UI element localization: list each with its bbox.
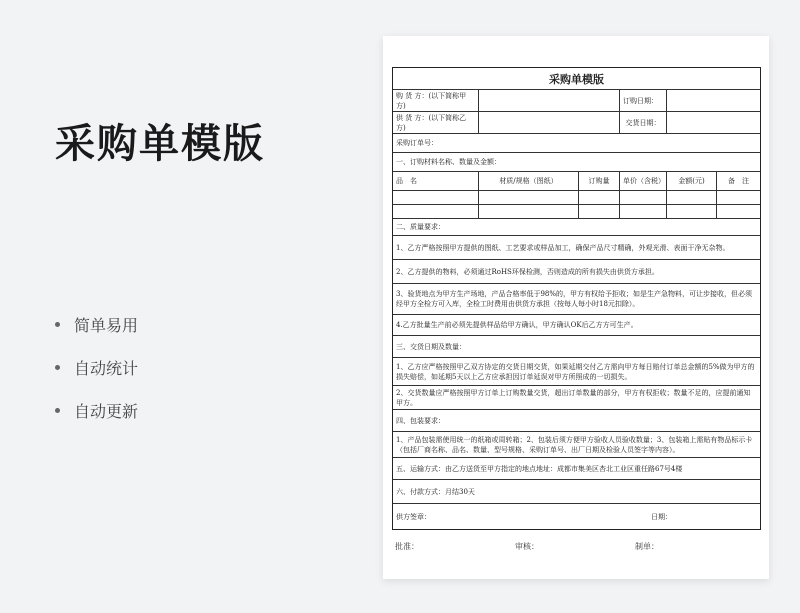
feature-item [55,400,138,420]
buyer-label: 购 货 方：(以下简称甲方) [396,91,467,110]
table-cell[interactable] [619,191,666,204]
table-row [393,190,760,204]
promo-panel [0,0,380,613]
purchase-order-form [392,67,761,530]
document-preview [383,36,769,579]
quality-item: 3、验货地点为甲方生产场地，产品合格率低于98%的，甲方有权给予拒收；如是生产急物料，可让步接收，但必须经甲方全检方可入库，全检工时费用由供货方承担（按每人每小时18元扣除）。 [393,283,760,314]
table-cell[interactable] [619,205,666,218]
prepared-label: 制单： [635,542,659,551]
col-spec: 材质/规格（图纸） [478,172,578,190]
delivery-date-value[interactable] [666,112,760,133]
buyer-row [393,89,760,111]
approval-footer [395,541,755,552]
date-label: 日期： [651,512,672,521]
quality-item: 2、乙方提供的物料，必须通过RoHS环保检测，否则造成的所有损失由供货方承担。 [393,259,760,283]
section-payment: 六、付款方式：月结30天 [393,479,760,503]
table-cell[interactable] [578,191,619,204]
supplier-row [393,111,760,133]
feature-label: 自动统计 [74,358,139,378]
items-table-header [393,171,760,190]
col-price: 单价（含税） [619,172,666,190]
order-date-value[interactable] [666,90,760,111]
col-name: 品 名 [396,177,417,185]
quality-item: 4.乙方批量生产前必须先提供样品给甲方确认，甲方确认OK后乙方方可生产。 [393,314,760,335]
bullet-icon [55,322,60,327]
section-transport: 五、运输方式：由乙方送货至甲方指定的地点地址：成都市集美区杏北工业区重任路67号4楼 [393,457,760,479]
col-remark: 备 注 [716,172,760,190]
feature-item [55,357,138,377]
table-cell[interactable] [666,191,716,204]
section-packing: 四、包装要求： [393,409,760,431]
table-cell[interactable] [478,191,578,204]
feature-label: 简单易用 [74,315,139,335]
delivery-item: 2、交货数量应严格按照甲方订单上订购数量交货，超出订单数量的部分，甲方有权拒收；数量不足的，应提前通知甲方。 [393,385,760,409]
signature-row [393,503,760,529]
order-date-label: 订购日期： [619,90,666,111]
delivery-item: 1、乙方应严格按照甲乙双方协定的交货日期交货，如果延期交付乙方需向甲方每日赔付订单总金额的5%做为甲方的损失赔偿，如延期5天以上乙方应承担因订单延误对甲方所照成的一切损失。 [393,357,760,385]
section-quality: 二、质量要求： [393,218,760,235]
approve-label: 批准： [395,542,419,551]
packing-item: 1、产品包装需使用统一的纸箱或周转箱；2、包装后须方便甲方验收人员验收数量；3、包装箱上需贴有物品标示卡（包括厂商名称、品名、数量、型号规格、采购订单号、出厂日期及检验人员签字等内容）。 [393,431,760,457]
table-cell[interactable] [716,191,760,204]
table-row [393,204,760,218]
delivery-date-label: 交货日期： [619,112,666,133]
quality-item: 1、乙方严格按照甲方提供的图纸、工艺要求或样品加工，确保产品尺寸精确，外观光滑、表面干净无杂物。 [393,235,760,259]
table-cell[interactable] [393,205,478,218]
supplier-sign-label: 供方签章： [396,512,431,521]
table-cell[interactable] [716,205,760,218]
section-materials [393,152,760,171]
feature-label: 自动更新 [74,401,139,421]
feature-item [55,314,138,334]
review-label: 审核： [515,542,539,551]
order-no-row [393,133,760,152]
supplier-label: 供 货 方：(以下简称乙方) [396,113,467,132]
table-cell[interactable] [393,191,478,204]
col-amount: 金额(元) [666,172,716,190]
bullet-icon [55,365,60,370]
section-delivery: 三、交货日期及数量： [393,335,760,357]
supplier-value[interactable] [478,112,619,133]
form-title: 采购单模版 [549,72,604,86]
table-cell[interactable] [478,205,578,218]
feature-list [55,314,138,443]
order-no-label: 采购订单号： [396,139,438,147]
section-heading: 一、订购材料名称、数量及金额： [396,158,501,166]
table-cell[interactable] [578,205,619,218]
buyer-value[interactable] [478,90,619,111]
promo-title: 采购单模版 [55,121,265,167]
bullet-icon [55,408,60,413]
col-qty: 订购量 [578,172,619,190]
table-cell[interactable] [666,205,716,218]
